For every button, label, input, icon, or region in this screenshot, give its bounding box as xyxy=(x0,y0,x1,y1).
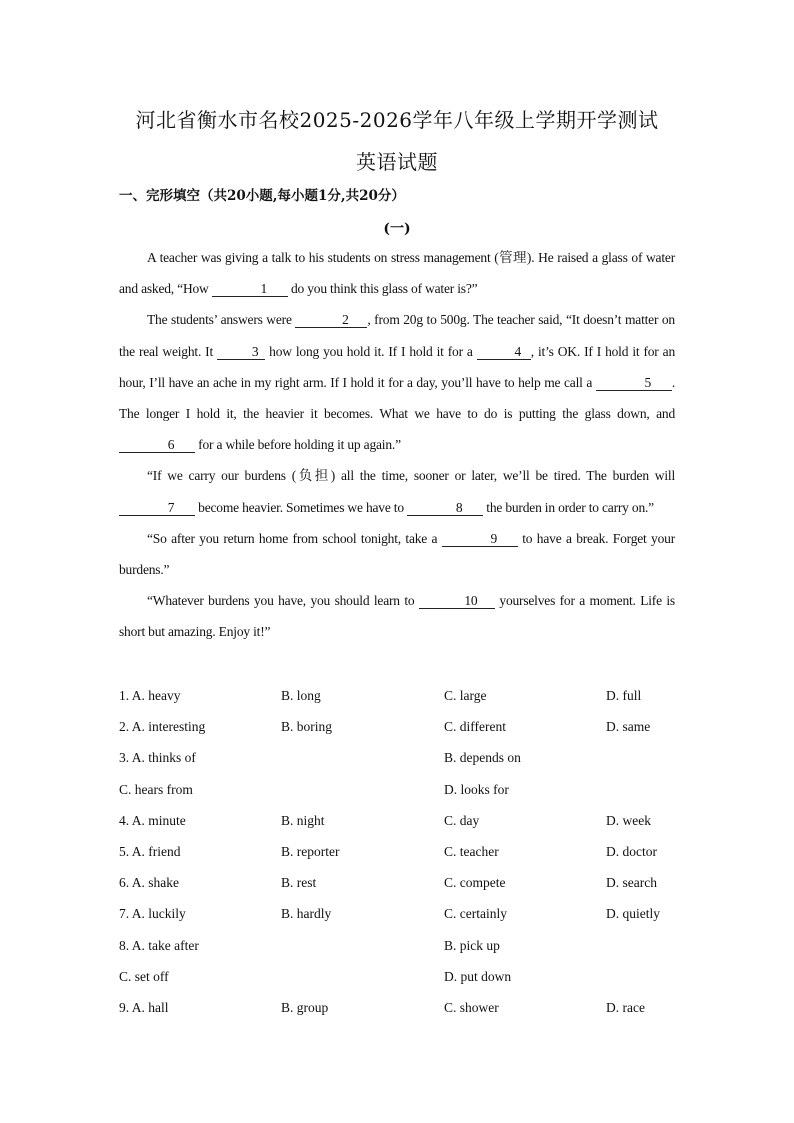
paragraph-4 xyxy=(119,523,675,585)
option-d: D. looks for xyxy=(444,781,509,797)
option-b: B. boring xyxy=(281,719,333,735)
exam-subject: 英语试题 xyxy=(356,150,438,174)
option-a: 3. A. thinks of xyxy=(119,750,196,766)
paragraph-5 xyxy=(119,585,675,647)
blank-3: 3 xyxy=(217,344,265,360)
exam-title: 河北省衡水市名校2025-2026学年八年级上学期开学测试 xyxy=(135,108,659,132)
text: , it’s OK. If I hold it for an hour, I’ll have an ache in my right arm. If I hold it for a day, you’ll have to help me call a xyxy=(119,343,675,390)
text: , from 20g to 500g. The teacher said, “It doesn’t matter on the real weight. It xyxy=(119,312,675,359)
blank-1: 1 xyxy=(212,281,288,297)
option-a: 8. A. take after xyxy=(119,937,199,953)
part-label: (一) xyxy=(383,221,411,237)
option-a: 9. A. hall xyxy=(119,999,169,1015)
text: for a while before holding it up again.” xyxy=(195,437,401,453)
question-7 xyxy=(119,898,679,929)
option-d: D. doctor xyxy=(606,843,657,859)
option-a: 4. A. minute xyxy=(119,812,186,828)
question-8 xyxy=(119,930,679,961)
option-c: C. day xyxy=(444,812,480,828)
option-a: 6. A. shake xyxy=(119,875,179,891)
blank-5: 5 xyxy=(596,375,672,391)
option-b: B. reporter xyxy=(281,843,340,859)
blank-4: 4 xyxy=(477,344,531,360)
option-a: 1. A. heavy xyxy=(119,688,181,703)
option-b: B. depends on xyxy=(444,750,521,766)
option-d: D. same xyxy=(606,719,651,735)
section-heading: 一、完形填空（共20小题,每小题1分,共20分） xyxy=(119,188,405,204)
option-d: D. full xyxy=(606,688,642,703)
text: yourselves for a moment. Life is short but amazing. Enjoy it!” xyxy=(119,593,675,640)
text: “So after you return home from school tonight, take a xyxy=(147,530,442,546)
question-8-cont xyxy=(119,961,679,992)
question-options xyxy=(119,680,679,1023)
option-c: C. teacher xyxy=(444,843,499,859)
text: “Whatever burdens you have, you should learn to xyxy=(147,593,419,609)
option-d: D. week xyxy=(606,812,651,828)
text: how long you hold it. If I hold it for a xyxy=(265,343,477,359)
option-a: 7. A. luckily xyxy=(119,906,186,922)
question-5 xyxy=(119,836,679,867)
option-b: B. long xyxy=(281,688,321,703)
text: . The longer I hold it, the heavier it becomes. What we have to do is putting the glass down, and xyxy=(119,374,675,422)
text: the burden in order to carry on.” xyxy=(483,499,654,515)
option-d: D. search xyxy=(606,875,657,891)
question-3 xyxy=(119,742,679,773)
blank-9: 9 xyxy=(442,531,518,547)
option-a: 5. A. friend xyxy=(119,843,181,859)
option-b: B. night xyxy=(281,812,325,828)
blank-6: 6 xyxy=(119,437,195,453)
option-d: D. quietly xyxy=(606,906,660,922)
question-6 xyxy=(119,867,679,898)
blank-8: 8 xyxy=(407,500,483,516)
blank-2: 2 xyxy=(295,312,367,328)
question-1 xyxy=(119,680,679,711)
option-d: D. race xyxy=(606,999,645,1015)
option-c: C. different xyxy=(444,719,506,735)
text: A teacher was giving a talk to his students on stress management (管理). He raised a glass of water and asked, “How xyxy=(119,250,675,297)
text: to have a break. Forget your burdens.” xyxy=(119,530,676,578)
text: become heavier. Sometimes we have to xyxy=(195,499,408,515)
text: The students’ answers were xyxy=(147,312,296,328)
question-4 xyxy=(119,805,679,836)
option-b: B. rest xyxy=(281,875,317,891)
paragraph-1 xyxy=(119,242,675,304)
option-c: C. hears from xyxy=(119,781,193,797)
question-9 xyxy=(119,992,679,1023)
option-c: C. large xyxy=(444,688,487,703)
cloze-passage xyxy=(119,242,675,648)
option-c: C. set off xyxy=(119,968,169,984)
option-c: C. shower xyxy=(444,999,499,1015)
question-2 xyxy=(119,711,679,742)
option-a: 2. A. interesting xyxy=(119,719,206,735)
option-d: D. put down xyxy=(444,968,512,984)
blank-7: 7 xyxy=(119,500,195,516)
text: “If we carry our burdens (负担) all the time, sooner or later, we’ll be tired. The burden will xyxy=(147,468,675,484)
paragraph-3 xyxy=(119,460,675,522)
option-c: C. compete xyxy=(444,875,506,891)
question-3-cont xyxy=(119,774,679,805)
option-b: B. hardly xyxy=(281,906,332,922)
blank-10: 10 xyxy=(419,593,495,609)
option-c: C. certainly xyxy=(444,906,507,922)
option-b: B. pick up xyxy=(444,937,500,953)
option-b: B. group xyxy=(281,999,329,1015)
paragraph-2 xyxy=(119,304,675,460)
text: do you think this glass of water is?” xyxy=(287,281,478,297)
